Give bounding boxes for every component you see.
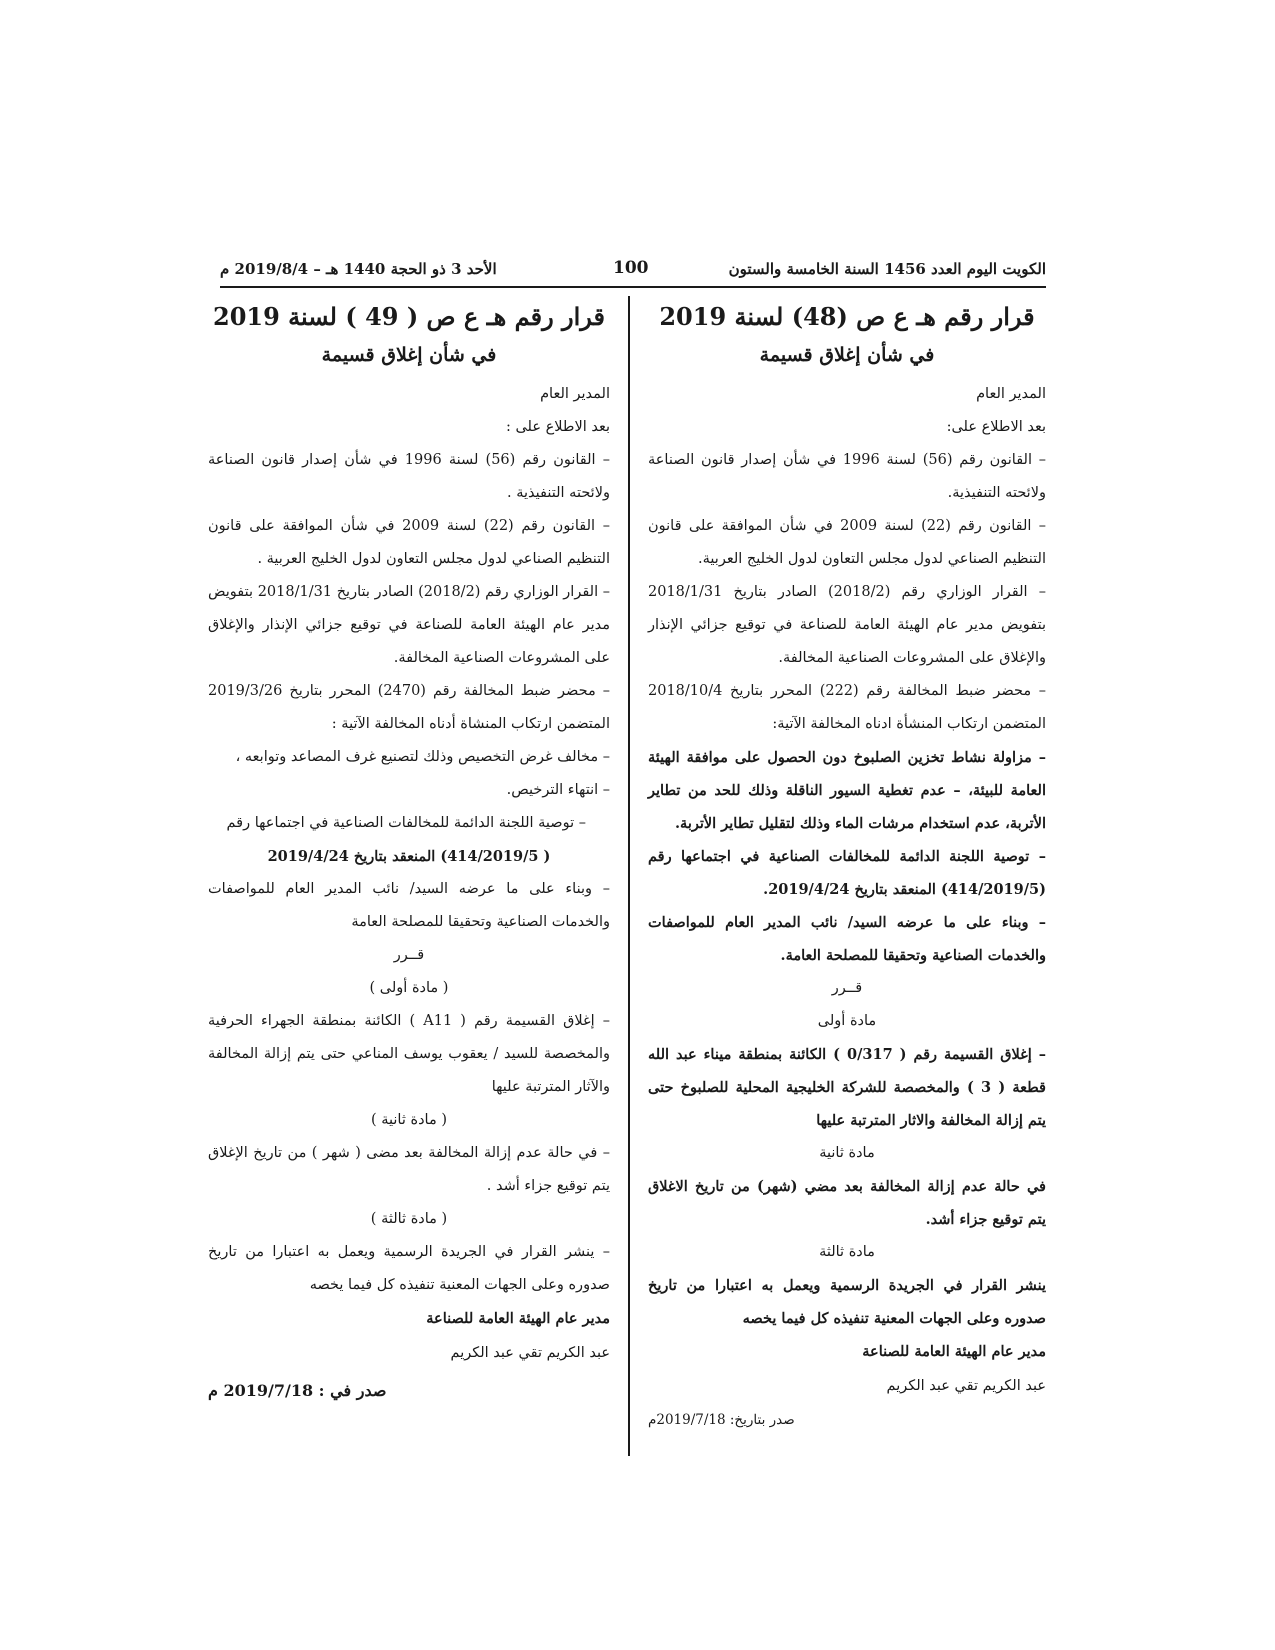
decree-48-violation-report: – محضر ضبط المخالفة رقم (222) المحرر بتاريخ 2018/10/4 المتضمن ارتكاب المنشأة ادناه المخالفة الآتية: [648,683,1047,732]
decree-49-article-2-text: – في حالة عدم إزالة المخالفة بعد مضى ( شهر ) من تاريخ الإغلاق يتم توقيع جزاء أشد . [208,1145,610,1194]
decree-49-preamble: بعد الاطلاع على : [505,419,610,435]
decree-48-article-1-text: – إغلاق القسيمة رقم ( 0/317 ) الكائنة بمنطقة ميناء عبد الله قطعة ( 3 ) والمخصصة للشركة الخليجية المحلية للصلبوخ حتى يتم إزالة المخالفة والاثار المترتبة عليها [648,1046,1046,1129]
decree-48-ministerial-decision: – القرار الوزاري رقم (2018/2) الصادر بتاريخ 2018/1/31 بتفويض مدير عام الهيئة العامة للصناعة في توقيع جزائي الإنذار والإغلاق على المشروعات الصناعية المخالفة. [648,584,1047,666]
decree-49-issue-date: صدر في : 2019/7/18 م [208,1381,387,1400]
column-divider [628,296,630,1456]
decree-49-subtitle: في شأن إغلاق قسيمة [321,344,497,366]
decree-49-violation-report: – محضر ضبط المخالفة رقم (2470) المحرر بتاريخ 2019/3/26 المتضمن ارتكاب المنشاة أدناه المخالفة الآتية : [208,683,610,732]
decree-48-preamble: بعد الاطلاع على: [946,419,1046,435]
page-number: 100 [613,258,649,278]
decree-48-article-3-text: ينشر القرار في الجريدة الرسمية ويعمل به اعتبارا من تاريخ صدوره وعلى الجهات المعنية تنفيذه كل فيما يخصه [648,1277,1046,1327]
decree-49-recommendation-ref: ( 414/2019/5) المنعقد بتاريخ 2019/4/24 [267,848,551,865]
header-issue-info: الكويت اليوم العدد 1456 السنة الخامسة والستون [728,260,1046,278]
decree-48-subtitle: في شأن إغلاق قسيمة [759,344,935,366]
decree-48-article-1-heading: مادة أولى [817,1013,877,1029]
page-header [220,254,1046,288]
decree-49-article-1-heading: ( مادة أولى ) [369,980,449,996]
decree-49-signatory-name: عبد الكريم تقي عبد الكريم [450,1345,610,1361]
decree-48-violations: – مزاولة نشاط تخزين الصلبوخ دون الحصول على موافقة الهيئة العامة للبيئة، – عدم تغطية السيور الناقلة وذلك للحد من تطاير الأتربة، عدم استخدام مرشات الماء وذلك لتقليل تطاير الأتربة. [648,749,1046,832]
decree-49-recommendation: – توصية اللجنة الدائمة للمخالفات الصناعية في اجتماعها رقم [226,815,586,831]
decree-48-issue-date: صدر بتاريخ: 2019/7/18م [648,1412,795,1428]
decree-48-article-2-heading: مادة ثانية [819,1145,875,1161]
decree-49-title: قرار رقم هـ ع ص ( 49 ) لسنة 2019 [213,302,605,331]
decree-48-column [648,300,1046,1437]
decree-48-law-56: – القانون رقم (56) لسنة 1996 في شأن إصدار قانون الصناعة ولائحته التنفيذية. [648,452,1046,501]
decree-49-article-3-heading: ( مادة ثالثة ) [370,1211,448,1227]
decree-48-article-2-text: في حالة عدم إزالة المخالفة بعد مضي (شهر) من تاريخ الاغلاق يتم توقيع جزاء أشد. [648,1178,1046,1228]
decree-48-signatory-title: مدير عام الهيئة العامة للصناعة [862,1343,1046,1360]
decree-48-recommendation: – توصية اللجنة الدائمة للمخالفات الصناعية في اجتماعها رقم (414/2019/5) المنعقد بتاريخ 2019/4/24. [648,848,1046,898]
decree-48-based-on: – وبناء على ما عرضه السيد/ نائب المدير العام للمواصفات والخدمات الصناعية وتحقيقا للمصلحة العامة. [648,914,1046,964]
header-date: الأحد 3 ذو الحجة 1440 هـ – 2019/8/4 م [220,260,497,278]
decree-48-article-3-heading: مادة ثالثة [819,1244,875,1260]
decree-49-signatory-title: مدير عام الهيئة العامة للصناعة [426,1310,610,1327]
decree-48-signatory-name: عبد الكريم تقي عبد الكريم [886,1378,1046,1394]
decree-49-column [208,300,610,1408]
decree-48-issuer: المدير العام [976,386,1046,402]
decree-49-based-on: – وبناء على ما عرضه السيد/ نائب المدير العام للمواصفات والخدمات الصناعية وتحقيقا للمصلحة العامة [208,881,610,930]
decree-49-article-3-text: – ينشر القرار في الجريدة الرسمية ويعمل به اعتبارا من تاريخ صدوره وعلى الجهات المعنية تنفيذه كل فيما يخصه [208,1244,610,1293]
decree-48-decision-word: قــرر [831,980,863,996]
decree-48-law-22: – القانون رقم (22) لسنة 2009 في شأن الموافقة على قانون التنظيم الصناعي لدول مجلس التعاون لدول الخليج العربية. [648,518,1046,567]
decree-49-article-2-heading: ( مادة ثانية ) [370,1112,448,1128]
decree-49-article-1-text: – إغلاق القسيمة رقم ( A11 ) الكائنة بمنطقة الجهراء الحرفية والمخصصة للسيد / يعقوب يوسف المناعي حتى يتم إزالة المخالفة والآثار المترتبة عليها [208,1013,610,1095]
decree-49-violation-1: – مخالف غرض التخصيص وذلك لتصنيع غرف المصاعد وتوابعه ، [235,749,610,765]
decree-49-law-22: – القانون رقم (22) لسنة 2009 في شأن الموافقة على قانون التنظيم الصناعي لدول مجلس التعاون لدول الخليج العربية . [208,518,610,567]
decree-49-violation-2: – انتهاء الترخيص. [506,782,610,798]
decree-49-decision-word: قــرر [393,947,425,963]
decree-48-title: قرار رقم هـ ع ص (48) لسنة 2019 [659,302,1035,331]
decree-49-ministerial-decision: – القرار الوزاري رقم (2018/2) الصادر بتاريخ 2018/1/31 بتفويض مدير عام الهيئة العامة للصناعة في توقيع جزائي الإنذار والإغلاق على المشروعات الصناعية المخالفة. [208,584,611,666]
decree-49-law-56: – القانون رقم (56) لسنة 1996 في شأن إصدار قانون الصناعة ولائحته التنفيذية . [208,452,610,501]
decree-49-issuer: المدير العام [540,386,610,402]
